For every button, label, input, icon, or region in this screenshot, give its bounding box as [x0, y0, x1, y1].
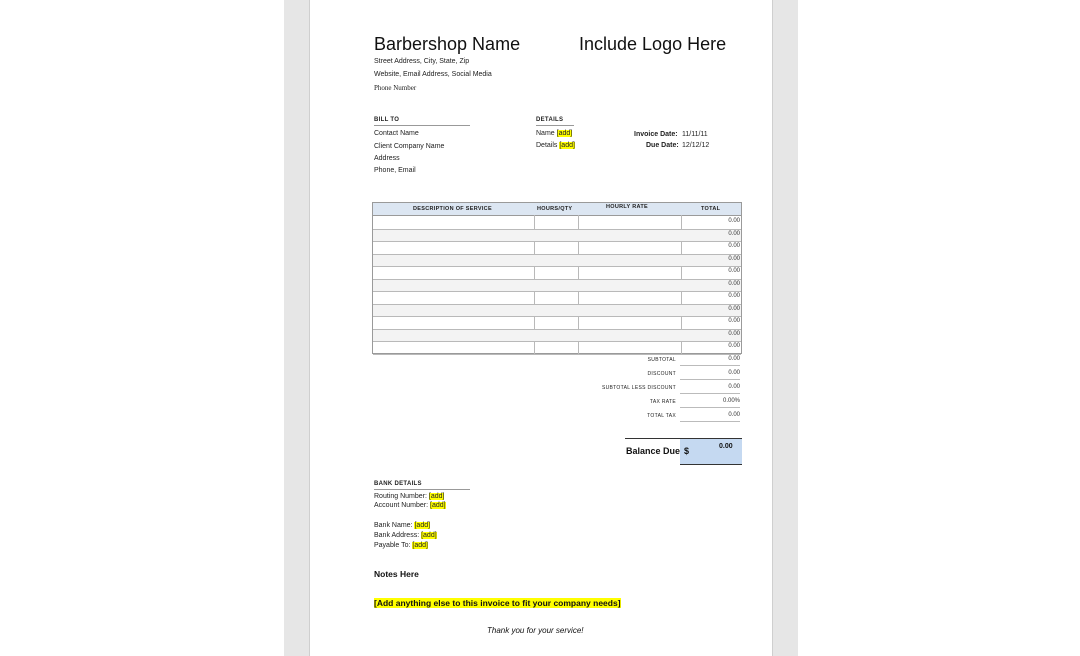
services-table	[372, 202, 742, 354]
routing-label: Routing Number:	[374, 493, 427, 500]
details-details-row	[536, 142, 575, 149]
invoice-date-value: 11/11/11	[682, 131, 708, 138]
row-band	[373, 280, 741, 292]
due-date-label: Due Date:	[646, 142, 679, 149]
balance-currency: $	[684, 446, 690, 456]
row-divider	[373, 291, 741, 292]
column-header-rate: HOURLY RATE	[606, 204, 649, 210]
row-divider	[373, 266, 741, 267]
bill-to-title: BILL TO	[374, 117, 470, 126]
bank-address-label: Bank Address:	[374, 532, 420, 539]
row-total: 0.00	[728, 293, 740, 299]
summary-label: TOTAL TAX	[647, 413, 676, 419]
column-header-hours: HOURS/QTY	[537, 206, 573, 212]
summary-value: 0.00	[680, 356, 740, 366]
bill-to-line: Contact Name	[374, 130, 419, 137]
routing-row	[374, 493, 444, 500]
due-date-value: 12/12/12	[682, 142, 710, 149]
summary-label: DISCOUNT	[647, 371, 676, 377]
bill-to-line: Phone, Email	[374, 167, 416, 174]
routing-value: [add]	[428, 493, 445, 500]
bank-name-label: Bank Name:	[374, 522, 413, 529]
details-name-label: Name	[536, 130, 555, 137]
row-total: 0.00	[728, 318, 740, 324]
row-divider	[373, 354, 741, 355]
row-divider	[373, 241, 741, 242]
summary-value: 0.00	[680, 412, 740, 422]
account-row	[374, 502, 446, 509]
summary-value: 0.00	[680, 384, 740, 394]
notes-highlight: [Add anything else to this invoice to fit your company needs]	[374, 598, 621, 608]
row-total: 0.00	[728, 343, 740, 349]
shop-name: Barbershop Name	[374, 34, 521, 54]
row-total: 0.00	[728, 255, 740, 262]
row-band	[373, 330, 741, 342]
row-band	[373, 305, 741, 317]
shop-web: Website, Email Address, Social Media	[374, 71, 492, 78]
account-value: [add]	[430, 502, 446, 509]
row-total: 0.00	[728, 243, 740, 249]
payable-label: Payable To:	[374, 542, 411, 549]
summary-value: 0.00%	[680, 398, 740, 408]
account-label: Account Number:	[374, 502, 429, 509]
column-header-total: TOTAL	[701, 206, 721, 212]
row-total: 0.00	[728, 330, 740, 337]
bank-name-value: [add]	[414, 522, 431, 529]
row-divider	[373, 341, 741, 342]
details-name-value: [add]	[556, 130, 573, 137]
notes-title: Notes Here	[374, 569, 419, 579]
bank-address-row	[374, 532, 437, 539]
row-total: 0.00	[728, 268, 740, 274]
bill-to-line: Address	[374, 155, 400, 162]
bank-title: BANK DETAILS	[374, 481, 470, 490]
column-header-description: DESCRIPTION OF SERVICE	[413, 206, 492, 212]
details-details-label: Details	[536, 142, 558, 149]
row-band	[373, 255, 741, 267]
invoice-page	[309, 0, 773, 656]
summary-label: SUBTOTAL	[647, 357, 676, 363]
logo-placeholder: Include Logo Here	[579, 34, 727, 54]
details-details-value: [add]	[559, 142, 575, 149]
row-band	[373, 230, 741, 242]
balance-label: Balance Due	[626, 446, 681, 456]
row-total: 0.00	[728, 305, 740, 312]
balance-value: 0.00	[719, 443, 733, 450]
bank-name-row	[374, 522, 430, 529]
details-name-row	[536, 130, 572, 137]
row-divider	[373, 316, 741, 317]
invoice-date-label: Invoice Date:	[634, 131, 678, 138]
row-total: 0.00	[728, 218, 740, 224]
row-total: 0.00	[728, 230, 740, 237]
summary-label: TAX RATE	[649, 399, 676, 405]
shop-address: Street Address, City, State, Zip	[374, 58, 470, 65]
summary-value: 0.00	[680, 370, 740, 380]
details-title: DETAILS	[536, 117, 574, 126]
thank-you-note: Thank you for your service!	[487, 626, 584, 635]
payable-row	[374, 542, 428, 549]
payable-value: [add]	[412, 542, 428, 549]
bill-to-line: Client Company Name	[374, 143, 445, 150]
bank-address-value: [add]	[421, 532, 437, 539]
summary-label: SUBTOTAL LESS DISCOUNT	[601, 385, 676, 391]
row-total: 0.00	[728, 280, 740, 287]
shop-phone: Phone Number	[374, 84, 417, 92]
